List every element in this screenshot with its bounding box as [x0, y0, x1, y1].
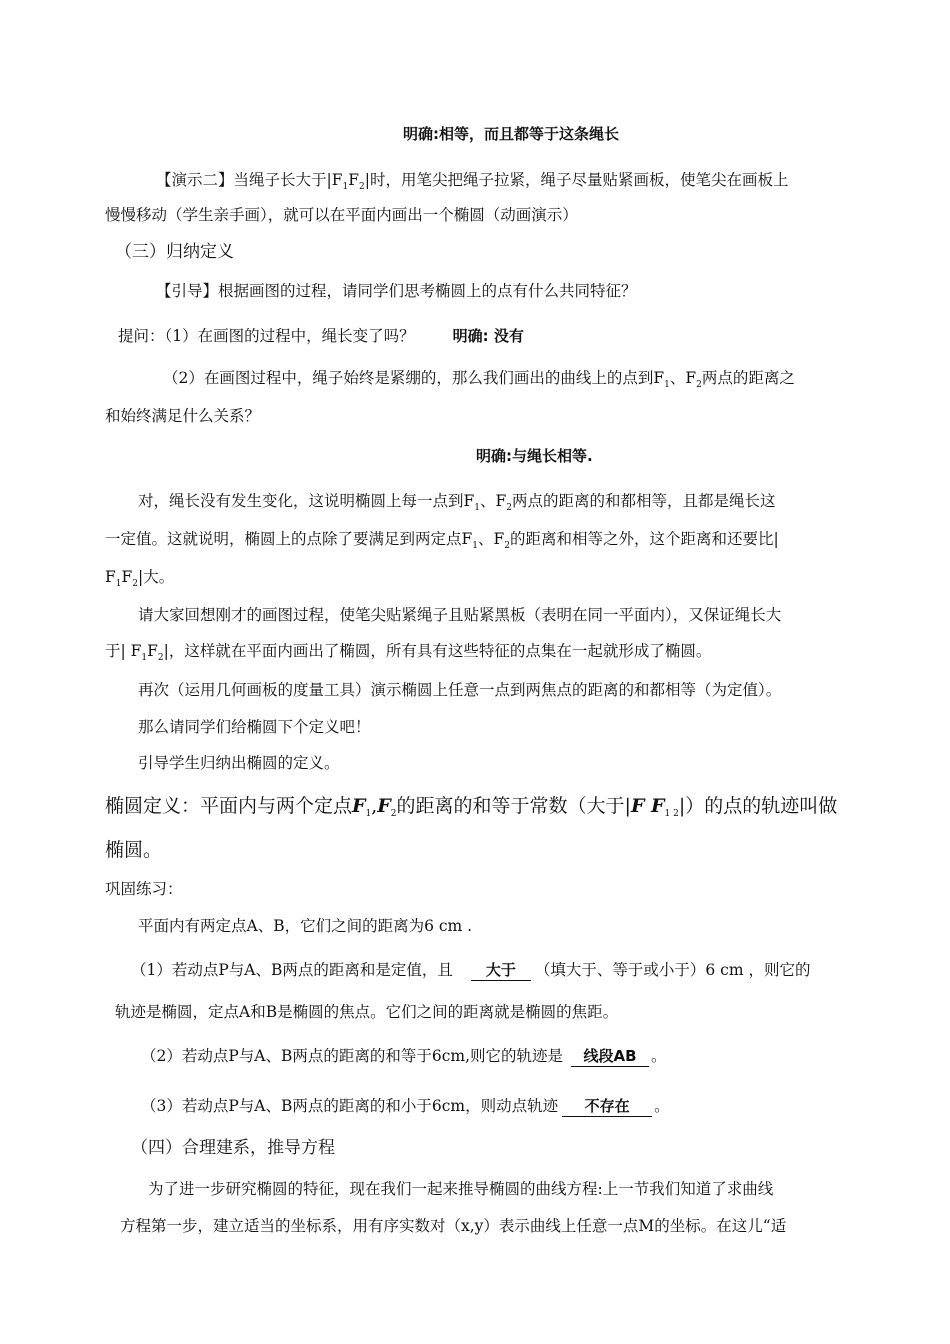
paragraph-recall-line-2: 于| $F_1F_2|$，这样就在平面内画出了椭圆，所有具有这些特征的点集在一起就形成了椭圆。 [105, 642, 712, 663]
practice-item-three: （3）若动点P与A、B两点的距离的和小于6cm，则动点轨迹 不存在 。 [141, 1097, 670, 1115]
question-two-line-2: 和始终满足什么关系？ [105, 407, 261, 425]
guide-question: 【引导】根据画图的过程，请同学们思考椭圆上的点有什么共同特征？ [156, 282, 637, 300]
paragraph-define-prompt: 那么请同学们给椭圆下个定义吧！ [138, 718, 371, 736]
demo-two-line-2: 慢慢移动（学生亲手画），就可以在平面内画出一个椭圆（动画演示） [105, 206, 578, 224]
ellipse-definition-line-2: 椭圆。 [105, 839, 163, 861]
ellipse-definition-line-1: 椭圆定义：平面内与两个定点$F_1,F_2$的距离的和等于常数（大于|F $F_{1 2}|$）的点的轨迹叫做 [105, 795, 838, 819]
practice-item-one-line-2: 轨迹是椭圆，定点A和B是椭圆的焦点。它们之间的距离就是椭圆的焦距。 [115, 1003, 619, 1021]
practice-item-one-line-1: （1）若动点P与A、B两点的距离和是定值，且 大于 （填大于、等于或小于）6 cm ，则它的 [131, 961, 811, 979]
section-four-heading: （四）合理建系，推导方程 [131, 1138, 335, 1158]
paragraph-explain-line-2: 一定值。这就说明，椭圆上的点除了要满足到两定点$F_1$、$F_2$的距离和相等之外，这个距离和还要比| [105, 530, 779, 551]
paragraph-guide-definition: 引导学生归纳出椭圆的定义。 [138, 754, 340, 772]
practice-heading: 巩固练习： [105, 880, 183, 898]
answer-equal-rope: 明确:相等，而且都等于这条绳长 [403, 125, 620, 143]
paragraph-derive-line-2: 方程第一步，建立适当的坐标系，用有序实数对（x,y）表示曲线上任意一点M的坐标。在这儿“适 [120, 1217, 787, 1235]
answer-blank-segment: 线段AB [571, 1046, 649, 1067]
answer-rope-length: 明确:与绳长相等. [476, 447, 593, 465]
answer-blank-greater: 大于 [471, 960, 531, 981]
paragraph-demo-again: 再次（运用几何画板的度量工具）演示椭圆上任意一点到两焦点的距离的和都相等（为定值）。 [138, 681, 782, 699]
practice-premise: 平面内有两定点A、B，它们之间的距离为6 cm . [138, 917, 473, 935]
question-one: 提问：（1）在画图的过程中，绳长变了吗？ 明确: 没有 [118, 327, 524, 345]
section-three-heading: （三）归纳定义 [115, 242, 234, 262]
demo-two-line-1: 【演示二】当绳子长大于$|F_1F_2|$时，用笔尖把绳子拉紧，绳子尽量贴紧画板，使笔尖在画板上 [156, 171, 789, 192]
practice-item-two: （2）若动点P与A、B两点的距离的和等于6cm,则它的轨迹是 线段AB 。 [141, 1047, 667, 1065]
paragraph-explain-line-1: 对，绳长没有发生变化，这说明椭圆上每一点到$F_1$、$F_2$两点的距离的和都相等，且都是绳长这 [138, 492, 776, 513]
paragraph-recall-line-1: 请大家回想刚才的画图过程，使笔尖贴紧绳子且贴紧黑板（表明在同一平面内），又保证绳长大 [138, 606, 782, 624]
paragraph-explain-line-3: $F_1F_2|$大。 [105, 568, 175, 589]
question-two-line-1: （2）在画图过程中，绳子始终是紧绷的，那么我们画出的曲线上的点到$F_1$、$F_2$两点的距离之 [163, 369, 795, 390]
paragraph-derive-line-1: 为了进一步研究椭圆的特征，现在我们一起来推导椭圆的曲线方程:上一节我们知道了求曲线 [148, 1180, 774, 1198]
answer-blank-nonexistent: 不存在 [562, 1096, 652, 1117]
